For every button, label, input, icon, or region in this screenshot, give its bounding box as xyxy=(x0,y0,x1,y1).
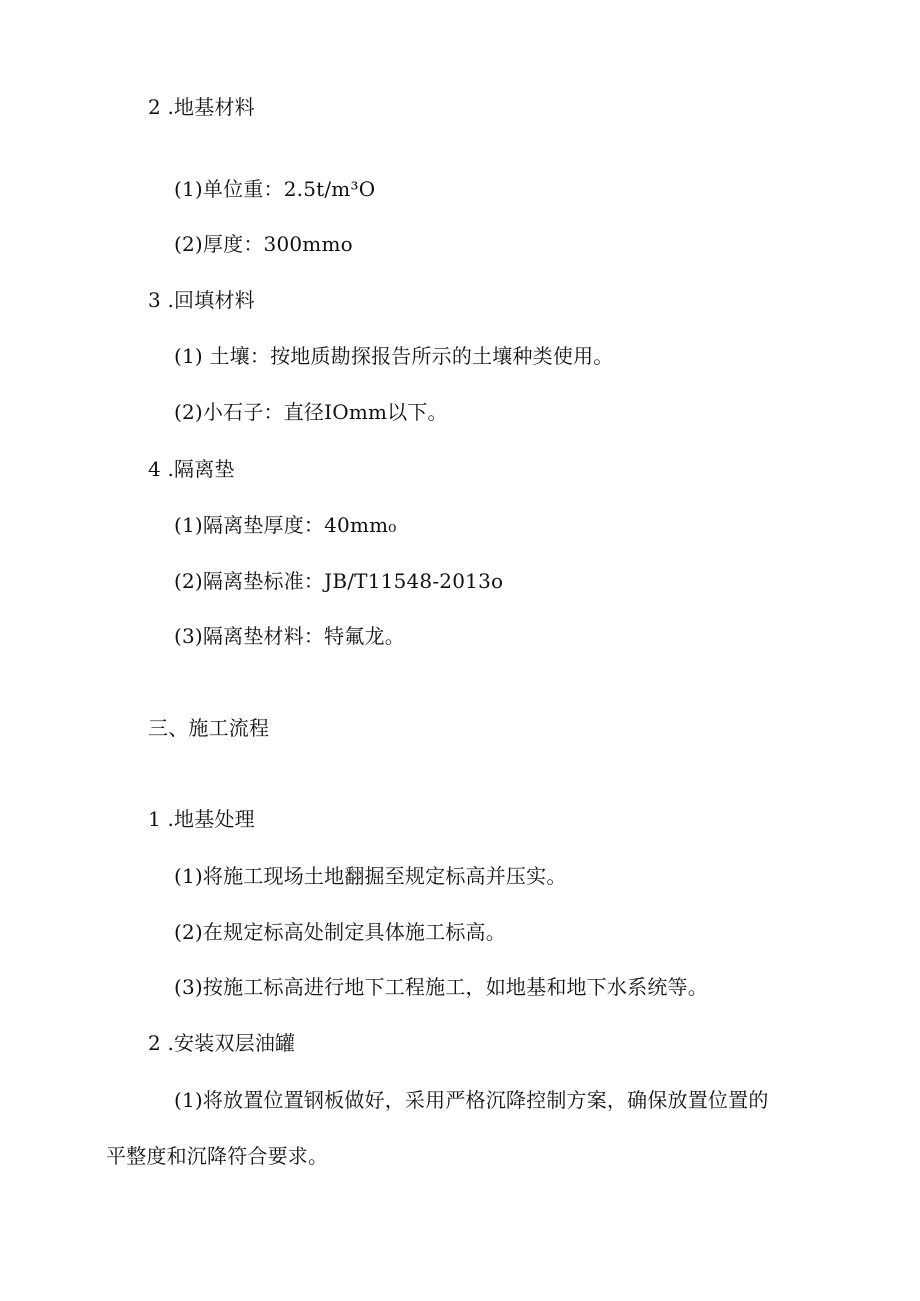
list-item-small-stone: (2)小石子：直径IOmm以下。 xyxy=(174,400,448,424)
list-item-thickness: (2)厚度：300mmo xyxy=(174,232,353,256)
subsection-heading-install-tank: 2 .安装双层油罐 xyxy=(148,1031,296,1055)
list-item-pad-material: (3)隔离垫材料：特氟龙。 xyxy=(174,624,405,648)
section-heading-construction-process: 三、施工流程 xyxy=(148,716,270,740)
paragraph-steel-plate-continued: 平整度和沉降符合要求。 xyxy=(106,1144,329,1168)
subsection-heading-foundation-treatment: 1 .地基处理 xyxy=(148,807,255,831)
list-item-excavate-compact: (1)将施工现场土地翻掘至规定标高并压实。 xyxy=(174,864,567,888)
subsection-heading-foundation-material: 2 .地基材料 xyxy=(148,95,255,119)
list-item-unit-weight: (1)单位重：2.5t∕m³O xyxy=(174,177,376,201)
list-item-set-elevation: (2)在规定标高处制定具体施工标高。 xyxy=(174,920,506,944)
list-item-soil: (1) 土壤：按地质勘探报告所示的土壤种类使用。 xyxy=(174,344,614,368)
list-item-pad-standard: (2)隔离垫标准：JB/T11548-2013o xyxy=(174,569,504,593)
list-item-underground-works: (3)按施工标高进行地下工程施工，如地基和地下水系统等。 xyxy=(174,975,708,999)
subsection-heading-isolation-pad: 4 .隔离垫 xyxy=(148,457,235,481)
list-item-pad-thickness: (1)隔离垫厚度：40mm₀ xyxy=(174,513,397,537)
subsection-heading-backfill-material: 3 .回填材料 xyxy=(148,288,255,312)
paragraph-steel-plate: (1)将放置位置钢板做好，采用严格沉降控制方案，确保放置位置的 xyxy=(174,1088,769,1112)
